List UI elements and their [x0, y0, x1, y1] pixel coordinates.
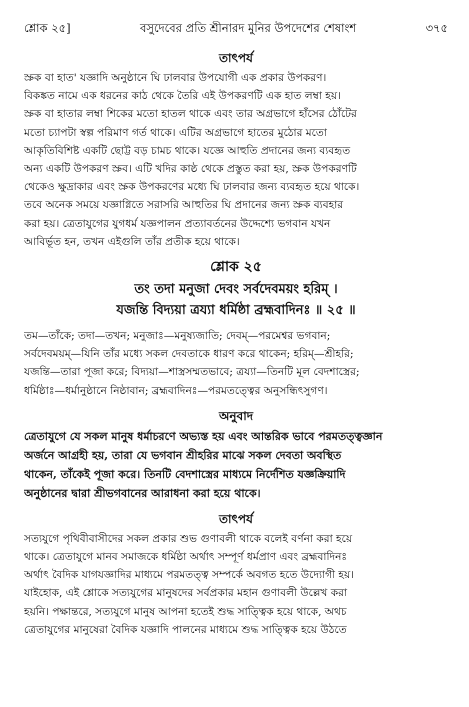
purport-paragraph	[24, 69, 448, 251]
synonyms-paragraph	[24, 327, 448, 400]
translation-line: অনুষ্ঠানের দ্বারা শ্রীভগবানের আরাধনা করা হয়ে থাকে।	[24, 486, 261, 500]
translation-line: অর্জনে আগ্রহী হয়, তারা যে ভগবান শ্রীহরির মাঝে সকল দেবতা অবস্থিত	[24, 448, 342, 462]
text-line: থাকে। ত্রেতাযুগে মানব সমাজকে ধর্মিষ্ঠা অর্থাৎ সম্পূর্ণ ধর্মপ্রাণ এবং ব্রহ্মবাদিনঃ	[24, 551, 348, 564]
verse-line: যজন্তি বিদ্যয়া ত্রয্যা ধর্মিষ্ঠা ব্রহ্মবাদিনঃ ॥ ২৫ ॥	[116, 303, 356, 319]
text-line: মতো চ্যাপটা স্বল্প পরিমাণ গর্ত থাকে। এটির অগ্রভাগে হাতের মুঠোর মতো	[24, 126, 327, 139]
text-line: বিকঙ্কত নামে এক ধরনের কাঠ থেকে তৈরি এই উপকরণটি এক হাত লম্বা হয়।	[24, 90, 341, 103]
synonym-line: তম—তাঁকে; তদা—তখন; মনুজাঃ—মনুষ্যজাতি; দেবম্—পরমেশ্বর ভগবান;	[24, 330, 331, 343]
verse-reference: শ্লোক ২৫]	[24, 21, 71, 35]
running-title: বসুদেবের প্রতি শ্রীনারদ মুনির উপদেশের শেষাংশ	[139, 21, 357, 35]
purport-heading: তাৎপর্য	[219, 511, 253, 526]
text-line: হয়নি। পক্ষান্তরে, সত্যযুগে মানুষ আপনা হতেই শুদ্ধ সাত্ত্বিক হয়ে থাকে, অথচ	[24, 605, 347, 618]
text-line: যাইহোক, এই শ্লোকে সত্যযুগের মানুষদের সর্বপ্রকার মহান গুণাবলী উল্লেখ করা	[24, 587, 348, 600]
sanskrit-verse	[24, 279, 448, 321]
text-line: স্রুক বা হাত' যজ্ঞাদি অনুষ্ঠানে ঘি ঢালবার উপযোগী এক প্রকার উপকরণ।	[24, 72, 327, 84]
text-line: থেকেও ক্ষুদ্রাকার এবং স্রুক উপকরণের মধ্যে ঘি ঢালবার জন্য ব্যবহৃত হয়ে থাকে।	[24, 181, 360, 194]
verse-title: শ্লোক ২৫	[210, 259, 262, 276]
translation-heading: অনুবাদ	[218, 408, 254, 423]
text-line: অন্য একটি উপকরণ স্রুব। এটি খদির কাষ্ঠ থেকে প্রস্তুত করা হয়, স্রুক উপকরণটি	[24, 163, 357, 176]
synonym-line: সর্বদেবময়ম্—যিনি তাঁর মধ্যে সকল দেবতাকে ধারণ করে থাকেন; হরিম্—শ্রীহরি;	[24, 348, 354, 361]
purport-paragraph	[24, 530, 448, 639]
page-header	[24, 20, 448, 42]
text-line: সত্যযুগে পৃথিবীবাসীদের সকল প্রকার শুভ গুণাবলী থাকে বলেই বর্ণনা করা হয়ে	[24, 532, 353, 545]
page-number: ৩৭৫	[425, 21, 448, 35]
translation-line: ত্রেতাযুগে যে সকল মানুষ ধর্মাচরণে অভ্যস্ত হয় এবং আন্তরিক ভাবে পরমতত্ত্বজ্ঞান	[24, 429, 383, 443]
text-line: করা হয়। ত্রেতাযুগের যুগধর্ম যজ্ঞপালন প্রত্যাবর্তনের উদ্দেশ্যে ভগবান যখন	[24, 217, 331, 230]
text-line: ত্রেতাযুগের মানুষেরা বৈদিক যজ্ঞাদি পালনের মাধ্যমে শুদ্ধ সাত্ত্বিক হয়ে উঠতে	[24, 623, 347, 636]
synonym-line: যজন্তি—তারা পূজা করে; বিদ্যয়া—শাস্ত্রসম্মতভাবে; ত্রয্যা—তিনটি মূল বেদশাস্ত্রের;	[24, 366, 360, 379]
translation-line: থাকেন, তাঁকেই পূজা করে। তিনটি বেদশাস্ত্রের মাধ্যমে নির্দেশিত যজ্ঞক্রিয়াদি	[24, 467, 346, 481]
purport-heading: তাৎপর্য	[219, 51, 253, 65]
text-line: আবির্ভূত হন, তখন এইগুলি তাঁর প্রতীক হয়ে থাকে।	[24, 235, 240, 248]
translation-paragraph	[24, 427, 448, 503]
text-line: আকৃতিবিশিষ্ট একটি ছোট্ট বড় চামচ থাকে। যজ্ঞে আহুতি প্রদানের জন্য ব্যবহৃত	[24, 144, 351, 157]
text-line: তবে অনেক সময়ে যজ্ঞাগ্নিতে সরাসরি আহুতির ঘি প্রদানের জন্য স্রুক ব্যবহার	[24, 199, 344, 212]
synonym-line: ধর্মিষ্ঠাঃ—ধর্মানুষ্ঠানে নিষ্ঠাবান; ব্রহ্মবাদিনঃ—পরমতত্ত্বের অনুসন্ধিৎসুগণ।	[24, 384, 328, 397]
text-line: অর্থাৎ বৈদিক যাগযজ্ঞাদির মাধ্যমে পরমতত্ত্ব সম্পর্কে অবগত হতে উদ্যোগী হয়।	[24, 569, 355, 582]
verse-line: তং তদা মনুজা দেবং সর্বদেবময়ং হরিম্ ।	[134, 282, 338, 298]
book-page	[24, 20, 448, 639]
text-line: স্রুক বা হাতার লম্বা শিকের মতো হাতল থাকে এবং তার অগ্রভাগে হাঁসের ঠোঁটের	[24, 108, 357, 121]
